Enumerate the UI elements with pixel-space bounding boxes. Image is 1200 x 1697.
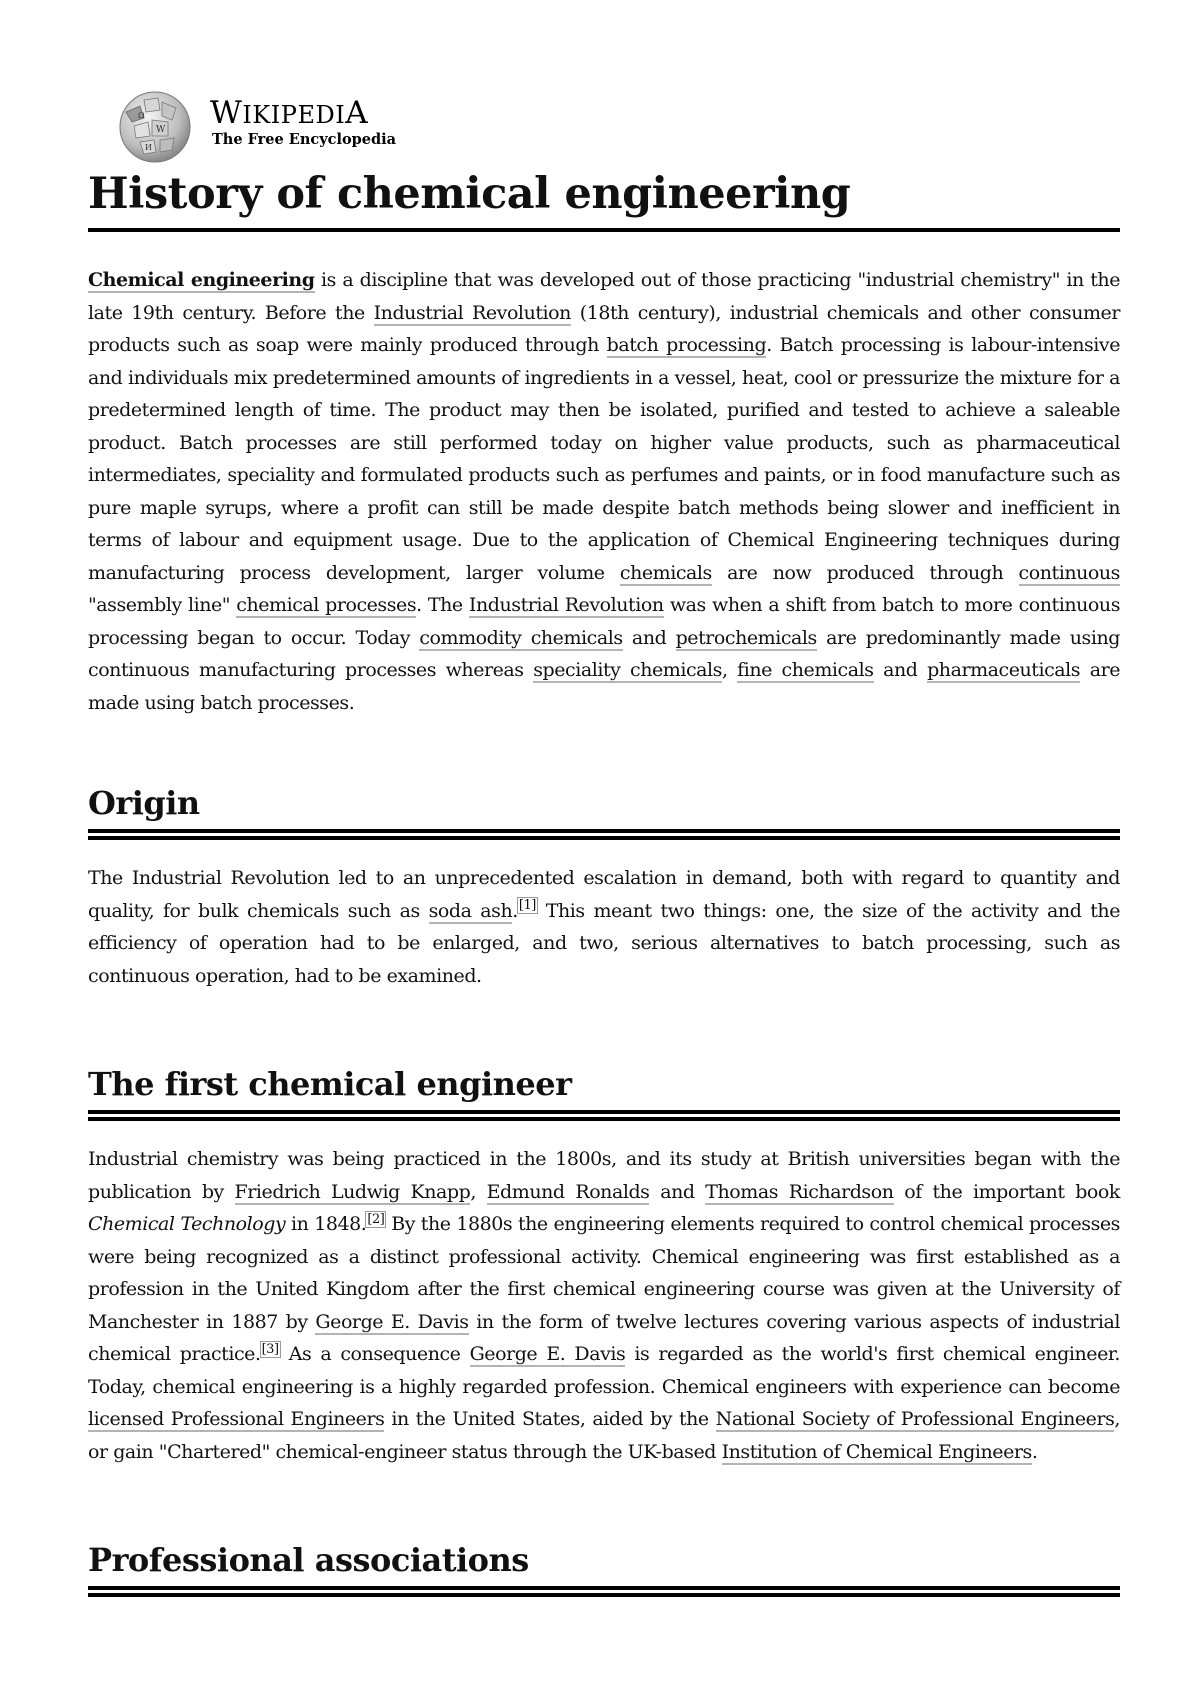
wordmark: [210, 96, 396, 148]
wikipedia-globe-icon: [118, 90, 192, 164]
svg-text:И: И: [145, 143, 152, 152]
link-icheme[interactable]: Institution of Chemical Engineers: [721, 1440, 1032, 1463]
citation-3: [261, 1342, 280, 1357]
heading-first-chemical-engineer: The first chemical engineer: [88, 1064, 1120, 1121]
origin-paragraph: The Industrial Revolution led to an unprecedented escalation in demand, both with regard to quantity and quality, for bulk chemicals such as soda ash.[1] This meant two things: one, the size of the activity and the efficiency of operation had to be enlarged, and two, serious alternatives to batch processing, such as continuous operation, had to be examined.: [88, 867, 1120, 987]
wordmark-tagline: The Free Encyclopedia: [212, 131, 397, 148]
page-title: History of chemical engineering: [88, 168, 1120, 232]
link-chemicals[interactable]: chemicals: [619, 561, 712, 584]
link-speciality-chemicals[interactable]: speciality chemicals: [533, 659, 722, 681]
link-george-e-davis-2[interactable]: George E. Davis: [469, 1343, 626, 1365]
svg-text:Ω: Ω: [138, 111, 145, 120]
link-commodity-chemicals[interactable]: commodity chemicals: [419, 626, 623, 649]
svg-text:W: W: [156, 125, 166, 135]
link-petrochemicals[interactable]: petrochemicals: [675, 626, 817, 649]
book-title: Chemical Technology: [88, 1213, 286, 1235]
link-soda-ash[interactable]: soda ash: [428, 899, 513, 922]
citation-link-1[interactable]: [1]: [518, 898, 536, 914]
link-friedrich-ludwig-knapp[interactable]: Friedrich Ludwig Knapp: [234, 1180, 471, 1203]
link-continuous[interactable]: continuous: [1018, 561, 1120, 584]
citation-1: [518, 898, 537, 913]
wordmark-title: WIKIPEDIA: [210, 95, 369, 131]
link-industrial-revolution-2[interactable]: Industrial Revolution: [468, 594, 664, 616]
first-engineer-paragraph: Industrial chemistry was being practiced in the 1800s, and its study at British universities began with the publication by Friedrich Ludwig Knapp, Edmund Ronalds and Thomas Richardson of the important book Chemical Technology in 1848.[2] By the 1880s the engineering elements required to control chemical processes were being recognized as a distinct professional activity. Chemical engineering was first established as a profession in the United Kingdom after the first chemical engineering course was given at the University of Manchester in 1887 by George E. Davis in the form of twelve lectures covering various aspects of industrial chemical practice.[3] As a consequence George E. Davis is regarded as the world's first chemical engineer. Today, chemical engineering is a highly regarded profession. Chemical engineers with experience can become licensed Professional Engineers in the United States, aided by the National Society of Professional Engineers, or gain "Chartered" chemical-engineer status through the UK-based Institution of Chemical Engineers.: [88, 1148, 1121, 1463]
link-industrial-revolution[interactable]: Industrial Revolution: [373, 301, 571, 324]
link-thomas-richardson[interactable]: Thomas Richardson: [705, 1180, 894, 1203]
link-licensed-professional-engineers[interactable]: licensed Professional Engineers: [88, 1408, 385, 1430]
link-pharmaceuticals[interactable]: pharmaceuticals: [927, 659, 1081, 681]
citation-link-2[interactable]: [2]: [367, 1211, 385, 1227]
heading-professional-associations: Professional associations: [88, 1540, 1120, 1597]
link-chemical-processes[interactable]: chemical processes: [236, 594, 417, 616]
link-edmund-ronalds[interactable]: Edmund Ronalds: [486, 1180, 650, 1203]
link-chemical-engineering[interactable]: Chemical engineering: [88, 269, 315, 291]
link-batch-processing[interactable]: batch processing: [606, 334, 767, 356]
intro-paragraph: Chemical engineering is a discipline that was developed out of those practicing "industrial chemistry" in the late 19th century. Before the Industrial Revolution (18th century), industrial chemicals and other consumer products such as soap were mainly produced through batch processing. Batch processing is labour-intensive and individuals mix predetermined amounts of ingredients in a vessel, heat, cool or pressurize the mixture for a predetermined length of time. The product may then be isolated, purified and tested to achieve a saleable product. Batch processes are still performed today on higher value products, such as pharmaceutical intermediates, speciality and formulated products such as perfumes and paints, or in food manufacture such as pure maple syrups, where a profit can still be made despite batch methods being slower and inefficient in terms of labour and equipment usage. Due to the application of Chemical Engineering techniques during manufacturing process development, larger volume chemicals are now produced through continuous "assembly line" chemical processes. The Industrial Revolution was when a shift from batch to more continuous processing began to occur. Today commodity chemicals and petrochemicals are predominantly made using continuous manufacturing processes whereas speciality chemicals, fine chemicals and pharmaceuticals are made using batch processes.: [88, 269, 1121, 714]
citation-2: [366, 1212, 385, 1227]
article-body: [88, 168, 1120, 1597]
link-fine-chemicals[interactable]: fine chemicals: [737, 659, 874, 681]
link-nspe[interactable]: National Society of Professional Engineers: [715, 1408, 1115, 1430]
citation-link-3[interactable]: [3]: [261, 1341, 279, 1357]
link-george-e-davis[interactable]: George E. Davis: [315, 1310, 469, 1333]
heading-origin: Origin: [88, 783, 1120, 840]
